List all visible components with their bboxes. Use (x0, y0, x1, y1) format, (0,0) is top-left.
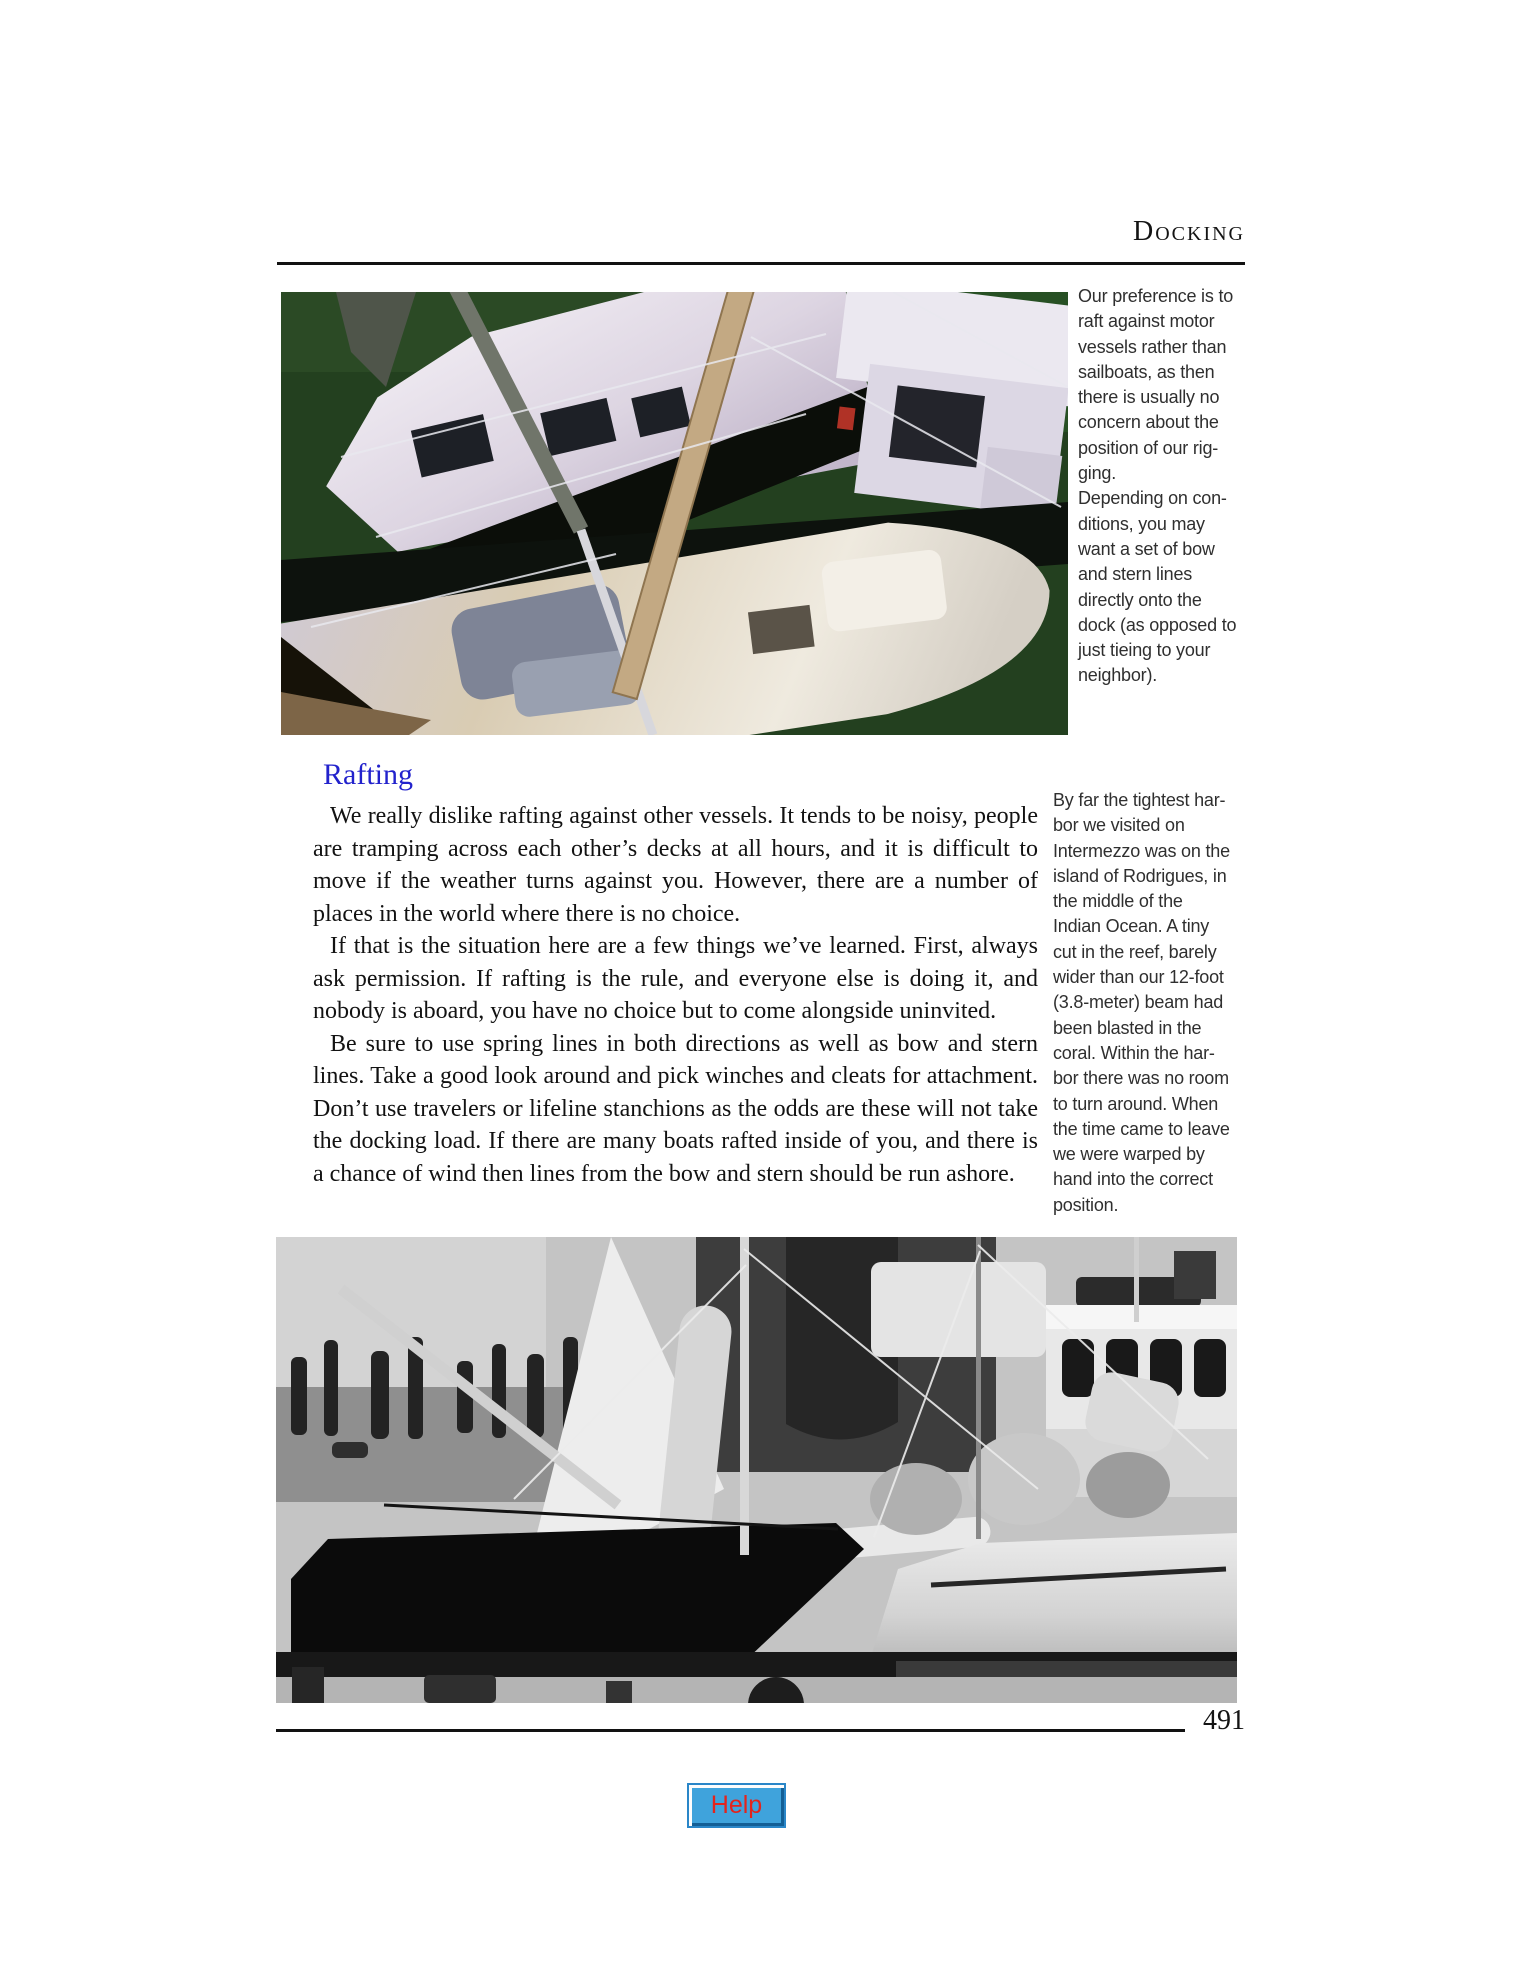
help-button[interactable] (687, 1783, 786, 1828)
help-button-label: Help (710, 1791, 763, 1819)
footer-rule (276, 1729, 1185, 1732)
body-paragraph-3: Be sure to use spring lines in both directions as well as bow and stern lines. Take a good look around and pick winches and cleats for attachment. Don’t use travelers or lifeline stanchions as the odds are these will not take the docking load. If there are many boats rafted inside of you, and there is a chance of wind then lines from the bow and stern should be run ashore. (313, 1030, 1038, 1187)
sidebar-note-middle (1053, 788, 1248, 1218)
rafted-boats-quay-photo (276, 1237, 1237, 1703)
rafted-sailboats-aerial-photo (281, 292, 1068, 735)
sidebar-note-top (1078, 284, 1263, 689)
sidebar-note-top-paragraph-2: Depending on con- ditions, you may want a set of bow and stern lines directly onto the dock (as opposed to just tieing to your neighbor). (1078, 488, 1237, 686)
sidebar-note-top-paragraph-1: Our preference is to raft against motor vessels rather than sailboats, as then there is usually no concern about the position of our rig- ging. (1078, 286, 1234, 484)
body-paragraph-1: We really dislike rafting against other vessels. It tends to be noisy, people are tramping across each other’s decks at all hours, and it is difficult to move if the weather turns against you. However, there are a number of places in the world where there is no choice. (313, 803, 1038, 927)
page-header-title: Docking (1133, 216, 1245, 247)
header-rule (277, 262, 1245, 265)
main-text-column (313, 758, 1038, 1190)
body-paragraph-2: If that is the situation here are a few things we’ve learned. First, always ask permission. If rafting is the rule, and everyone else is doing it, and nobody is aboard, you have no choice but to come alongside uninvited. (313, 933, 1038, 1024)
rafted-sailboats-aerial-image (281, 292, 1068, 735)
section-heading-rafting: Rafting (323, 758, 413, 791)
sidebar-note-middle-paragraph: By far the tightest har- bor we visited on Intermezzo was on the island of Rodrigues, in the middle of the Indian Ocean. A tiny cut in the reef, barely wider than our 12-foot (3.8-meter) beam had been blasted in the coral. Within the har- bor there was no room to turn around. When the time came to leave we were warped by hand into the correct position. (1053, 790, 1230, 1215)
page-number: 491 (1203, 1705, 1245, 1736)
rafted-boats-quay-image (276, 1237, 1237, 1703)
